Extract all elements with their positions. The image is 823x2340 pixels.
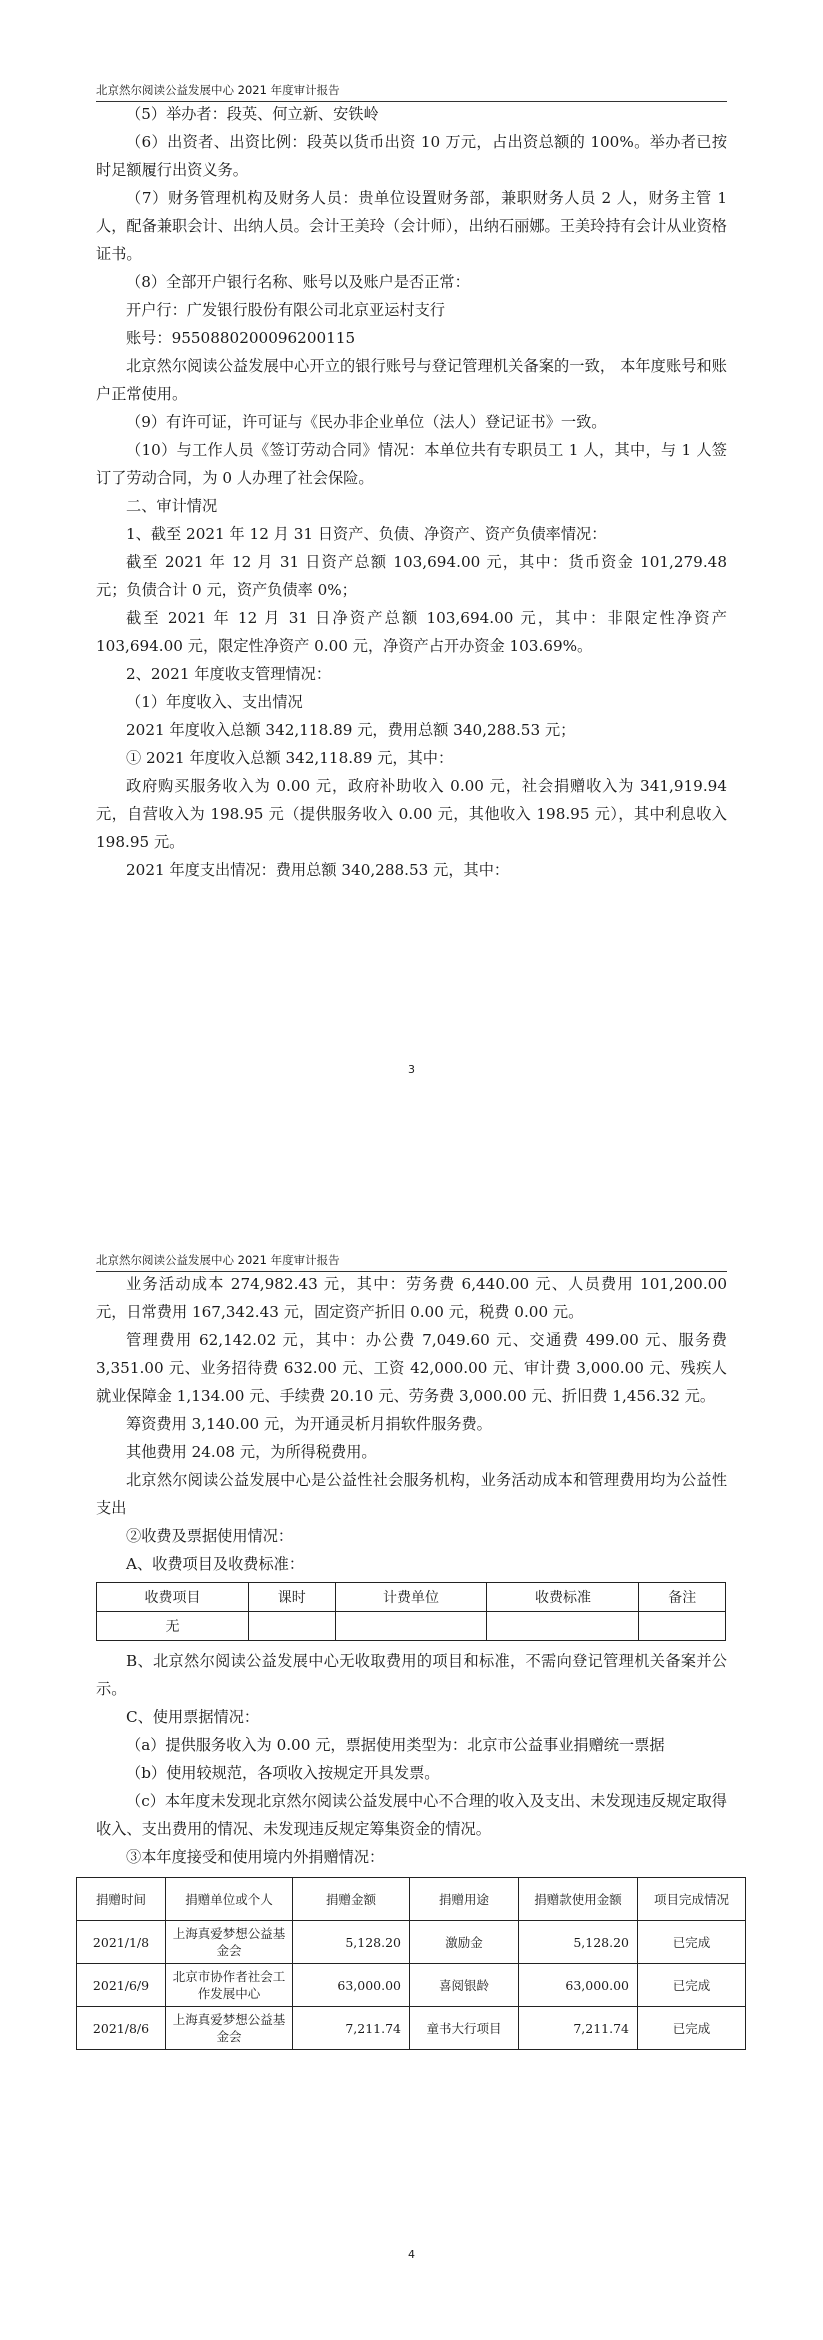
para-public-welfare: 北京然尔阅读公益发展中心是公益性社会服务机构，业务活动成本和管理费用均为公益性支出 — [96, 1471, 727, 1517]
fee-table — [96, 1582, 726, 1641]
table-cell: 7,211.74 — [519, 2007, 638, 2050]
page-number: 4 — [408, 2248, 415, 2261]
table-cell — [487, 1612, 639, 1641]
table-cell: 喜阅银龄 — [410, 1964, 519, 2007]
para-license: （9）有许可证，许可证与《民办非企业单位（法人）登记证书》一致。 — [126, 413, 607, 431]
table-header-cell: 收费项目 — [97, 1583, 249, 1612]
para-income-detail: 政府购买服务收入为 0.00 元，政府补助收入 0.00 元，社会捐赠收入为 341,919.94 元，自营收入为 198.95 元（提供服务收入 0.00 元，其他收入 198.95 元），其中利息收入 198.95 元。 — [96, 777, 727, 851]
para-receipts-a: （a）提供服务收入为 0.00 元，票据使用类型为：北京市公益事业捐赠统一票据 — [126, 1736, 665, 1754]
table-header-row — [77, 1878, 746, 1921]
table-header-cell: 收费标准 — [487, 1583, 639, 1612]
para-account-status: 北京然尔阅读公益发展中心开立的银行账号与登记管理机关备案的一致， 本年度账号和账户正常使用。 — [96, 357, 727, 403]
para-receipts-c: （c）本年度未发现北京然尔阅读公益发展中心不合理的收入及支出、未发现违反规定取得收入、支出费用的情况、未发现违反规定筹集资金的情况。 — [96, 1792, 727, 1838]
para-income-detail-heading: ① 2021 年度收入总额 342,118.89 元，其中： — [126, 749, 454, 767]
table-cell: 7,211.74 — [293, 2007, 410, 2050]
table-cell: 已完成 — [638, 1964, 746, 2007]
para-business-cost: 业务活动成本 274,982.43 元，其中：劳务费 6,440.00 元、人员费用 101,200.00 元，日常费用 167,342.43 元，固定资产折旧 0.00 元，税费 0.00 元。 — [96, 1275, 727, 1321]
table-row — [97, 1612, 726, 1641]
table-cell: 上海真爱梦想公益基金会 — [166, 2007, 293, 2050]
para-receipts-heading: C、使用票据情况： — [126, 1708, 260, 1726]
para-income-total: 2021 年度收入总额 342,118.89 元，费用总额 340,288.53 元； — [126, 721, 576, 739]
table-header-cell: 捐赠用途 — [410, 1878, 519, 1921]
table-row — [77, 1964, 746, 2007]
table-cell: 无 — [97, 1612, 249, 1641]
para-other-cost: 其他费用 24.08 元，为所得税费用。 — [126, 1443, 377, 1461]
para-fee-items-heading: A、收费项目及收费标准： — [126, 1555, 305, 1573]
table-header-cell: 捐赠时间 — [77, 1878, 166, 1921]
table-header-cell: 项目完成情况 — [638, 1878, 746, 1921]
section-heading-audit: 二、审计情况 — [126, 497, 218, 515]
table-cell — [639, 1612, 726, 1641]
page-3-body — [96, 100, 727, 884]
para-income-expense-heading: 2、2021 年度收支管理情况： — [126, 665, 332, 683]
table-cell: 5,128.20 — [519, 1921, 638, 1964]
para-expense-total: 2021 年度支出情况：费用总额 340,288.53 元，其中： — [126, 861, 510, 879]
table-row — [77, 1921, 746, 1964]
para-fees-heading: ②收费及票据使用情况： — [126, 1527, 294, 1545]
table-header-row — [97, 1583, 726, 1612]
page-header: 北京然尔阅读公益发展中心 2021 年度审计报告 — [96, 1252, 727, 1272]
page-number: 3 — [408, 1063, 415, 1076]
table-header-cell: 捐赠金额 — [293, 1878, 410, 1921]
table-header-cell: 备注 — [639, 1583, 726, 1612]
para-assets-heading: 1、截至 2021 年 12 月 31 日资产、负债、净资产、资产负债率情况： — [126, 525, 607, 543]
para-account-number: 账号：9550880200096200115 — [126, 329, 356, 347]
page-4-body — [92, 1270, 729, 2050]
para-investors: （6）出资者、出资比例：段英以货币出资 10 万元，占出资总额的 100%。举办者已按时足额履行出资义务。 — [96, 133, 727, 179]
para-net-assets: 截至 2021 年 12 月 31 日净资产总额 103,694.00 元，其中：非限定性净资产 103,694.00 元，限定性净资产 0.00 元，净资产占开办资金 103.69%。 — [96, 609, 727, 655]
para-annual-income-expense: （1）年度收入、支出情况 — [126, 693, 303, 711]
para-labor-contract: （10）与工作人员《签订劳动合同》情况：本单位共有专职员工 1 人，其中，与 1 人签订了劳动合同，为 0 人办理了社会保险。 — [96, 441, 727, 487]
para-no-fees: B、北京然尔阅读公益发展中心无收取费用的项目和标准，不需向登记管理机关备案并公示。 — [96, 1652, 727, 1698]
para-total-assets: 截至 2021 年 12 月 31 日资产总额 103,694.00 元，其中：货币资金 101,279.48 元；负债合计 0 元，资产负债率 0%； — [96, 553, 727, 599]
table-cell: 2021/6/9 — [77, 1964, 166, 2007]
page-header: 北京然尔阅读公益发展中心 2021 年度审计报告 — [96, 82, 727, 102]
table-header-cell: 课时 — [248, 1583, 335, 1612]
table-header-cell: 捐赠款使用金额 — [519, 1878, 638, 1921]
table-cell: 63,000.00 — [519, 1964, 638, 2007]
table-cell: 2021/8/6 — [77, 2007, 166, 2050]
donation-table — [76, 1877, 746, 2050]
para-finance-staff: （7）财务管理机构及财务人员：贵单位设置财务部，兼职财务人员 2 人，财务主管 1 人，配备兼职会计、出纳人员。会计王美玲（会计师），出纳石丽娜。王美玲持有会计从业资格证书。 — [96, 189, 727, 263]
table-cell: 已完成 — [638, 2007, 746, 2050]
page-4 — [0, 1170, 823, 2340]
table-cell: 激励金 — [410, 1921, 519, 1964]
table-cell: 上海真爱梦想公益基金会 — [166, 1921, 293, 1964]
table-cell: 63,000.00 — [293, 1964, 410, 2007]
table-cell: 5,128.20 — [293, 1921, 410, 1964]
para-management-cost: 管理费用 62,142.02 元，其中：办公费 7,049.60 元、交通费 499.00 元、服务费 3,351.00 元、业务招待费 632.00 元、工资 42,000.00 元、审计费 3,000.00 元、残疾人就业保障金 1,134.00 元、手续费 20.10 元、劳务费 3,000.00 元、折旧费 1,456.32 元。 — [96, 1331, 727, 1405]
para-donations-heading: ③本年度接受和使用境内外捐赠情况： — [126, 1848, 385, 1866]
table-cell: 北京市协作者社会工作发展中心 — [166, 1964, 293, 2007]
para-fundraising-cost: 筹资费用 3,140.00 元，为开通灵析月捐软件服务费。 — [126, 1415, 492, 1433]
table-header-cell: 捐赠单位或个人 — [166, 1878, 293, 1921]
table-cell: 2021/1/8 — [77, 1921, 166, 1964]
para-bank-accounts: （8）全部开户银行名称、账号以及账户是否正常： — [126, 273, 470, 291]
table-cell — [248, 1612, 335, 1641]
para-receipts-b: （b）使用较规范，各项收入按规定开具发票。 — [126, 1764, 440, 1782]
table-cell: 已完成 — [638, 1921, 746, 1964]
para-bank-name: 开户行：广发银行股份有限公司北京亚运村支行 — [126, 301, 445, 319]
table-header-cell: 计费单位 — [335, 1583, 487, 1612]
table-cell — [335, 1612, 487, 1641]
para-organizers: （5）举办者：段英、何立新、安铁岭 — [126, 105, 379, 123]
table-cell: 童书大行项目 — [410, 2007, 519, 2050]
table-row — [77, 2007, 746, 2050]
